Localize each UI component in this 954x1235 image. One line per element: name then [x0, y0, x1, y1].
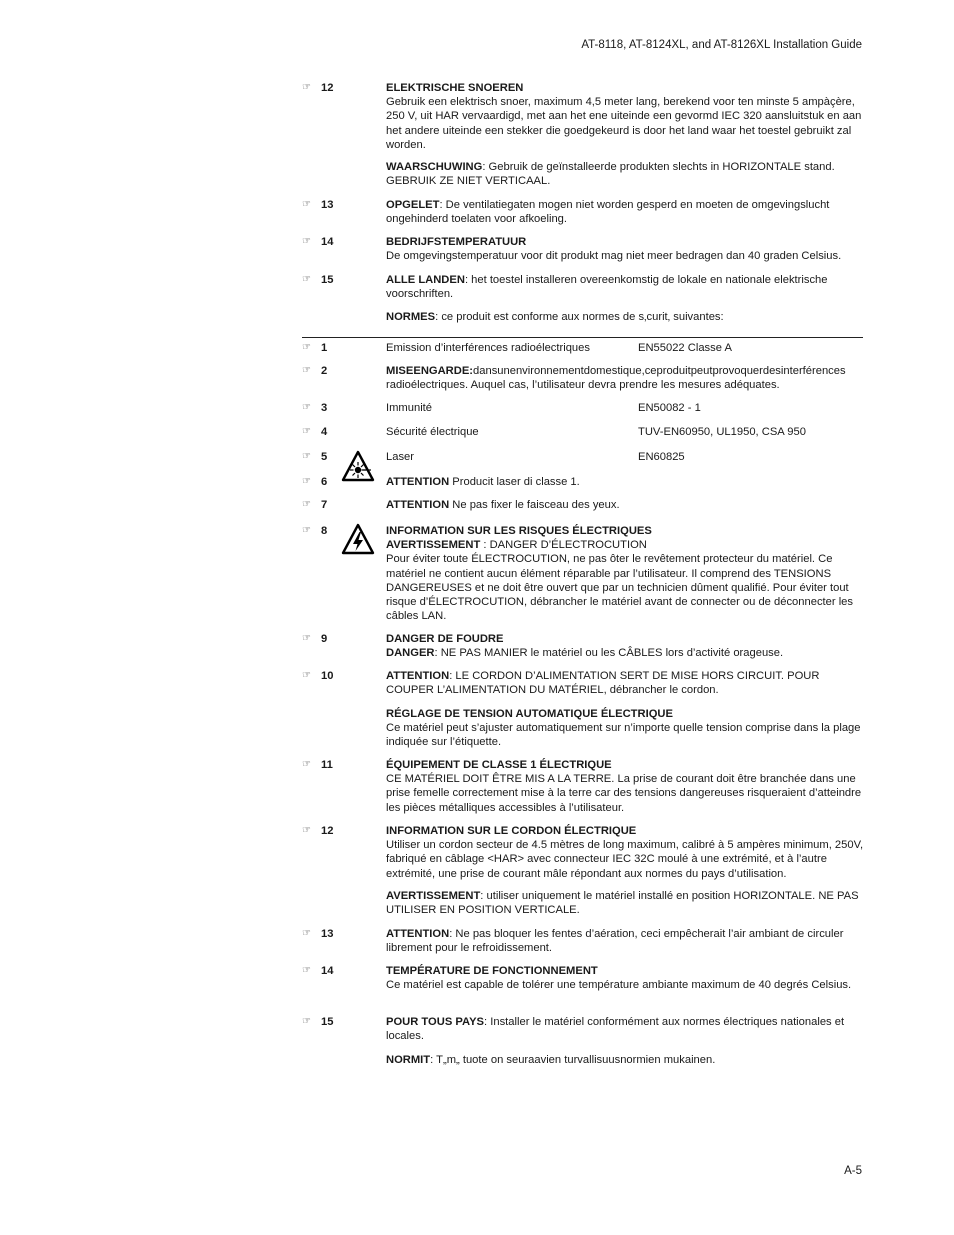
pointing-hand-icon: ☞ [302, 426, 311, 437]
pointing-hand-icon: ☞ [302, 274, 311, 285]
pointing-hand-icon: ☞ [302, 199, 311, 210]
pointing-hand-icon: ☞ [302, 499, 311, 510]
pointing-hand-icon: ☞ [302, 1016, 311, 1027]
warning-paragraph: AVERTISSEMENT: utiliser uniquement le matériel installé en position HORIZONTALE. NE PAS UTILISER EN POSITION VERTICALE. [386, 890, 859, 917]
pointing-hand-icon: ☞ [302, 365, 311, 376]
item-number: 14 [321, 965, 334, 977]
item-number: 14 [321, 236, 334, 248]
standard-value: EN50082 - 1 [638, 402, 701, 414]
item-title: INFORMATION SUR LE CORDON ÉLECTRIQUE [386, 825, 637, 837]
item-number: 12 [321, 82, 334, 94]
warning-paragraph: WAARSCHUWING: Gebruik de geïnstalleerde produkten slechts in HORIZONTALE stand. GEBRUIK ZE NIET VERTICAAL. [386, 161, 835, 188]
standard-label: Emission d’interférences radioélectriques [386, 342, 590, 354]
item-body: Gebruik een elektrisch snoer, maximum 4,5 meter lang, berekend voor ten minste 5 ampàçère, 250 V, uit HAR vervaardigd, met aan het ene uiteinde een gevormd IEC 320 aansluitstuk en aan het andere uiteinde een stekker die goedgekeurd is door het land waar het toestel gebruikt zal worden. [386, 96, 862, 151]
pointing-hand-icon: ☞ [302, 965, 311, 976]
pointing-hand-icon: ☞ [302, 928, 311, 939]
pointing-hand-icon: ☞ [302, 825, 311, 836]
item-body: Utiliser un cordon secteur de 4.5 mètres de long maximum, calibré à 5 ampères minimum, 250V, fabriqué en câblage <HAR> avec connecteur IEC 32C moulé à une extrémité, et à l’autre extrémité, une prise de courant mâle répondant aux normes du pays d’utilisation. [386, 839, 864, 880]
item-title: ELEKTRISCHE SNOEREN [386, 82, 524, 94]
item-number: 2 [321, 365, 328, 377]
standard-value: EN55022 Classe A [638, 342, 732, 354]
pointing-hand-icon: ☞ [302, 525, 311, 536]
item-number: 12 [321, 825, 334, 837]
page-header: AT-8118, AT-8124XL, and AT-8126XL Installation Guide [581, 39, 862, 51]
item-title: INFORMATION SUR LES RISQUES ÉLECTRIQUES [386, 525, 652, 537]
standard-label: Sécurité électrique [386, 426, 479, 438]
pointing-hand-icon: ☞ [302, 82, 311, 93]
normit-paragraph: NORMIT: T„m„ tuote on seuraavien turvallisuusnormien mukainen. [386, 1054, 716, 1066]
item-number: 15 [321, 1016, 334, 1028]
pointing-hand-icon: ☞ [302, 476, 311, 487]
item-number: 11 [321, 759, 333, 771]
voltage-paragraph: RÉGLAGE DE TENSION AUTOMATIQUE ÉLECTRIQUE Ce matériel peut s’ajuster automatiquement sur n’importe quelle tension comprise dans la plage indiquée sur l’étiquette. [386, 708, 861, 749]
laser-warning-icon [341, 450, 375, 482]
item-number: 7 [321, 499, 328, 511]
item-body: De omgevingstemperatuur voor dit produkt mag niet meer bedragen dan 40 graden Celsius. [386, 250, 842, 263]
item-body: Ce matériel est capable de tolérer une température ambiante maximum de 40 degrés Celsius. [386, 979, 852, 992]
pointing-hand-icon: ☞ [302, 402, 311, 413]
item-number: 4 [321, 426, 328, 438]
pointing-hand-icon: ☞ [302, 759, 311, 770]
item-title: TEMPÉRATURE DE FONCTIONNEMENT [386, 965, 598, 977]
standard-value: EN60825 [638, 451, 685, 463]
item-number: 5 [321, 451, 328, 463]
pointing-hand-icon: ☞ [302, 633, 311, 644]
item-number: 13 [321, 199, 334, 211]
item-body: radioélectriques. Auquel cas, l’utilisateur devra prendre les mesures adéquates. [386, 379, 780, 392]
item-title: ÉQUIPEMENT DE CLASSE 1 ÉLECTRIQUE [386, 759, 612, 771]
item-number: 10 [321, 670, 334, 682]
pointing-hand-icon: ☞ [302, 342, 311, 353]
pointing-hand-icon: ☞ [302, 451, 311, 462]
electrical-hazard-icon [341, 523, 375, 555]
item-body: Pour éviter toute ÉLECTROCUTION, ne pas ôter le revêtement protecteur du matériel. Ce matériel ne contient aucun élément réparable par l’utilisateur. Il comprend des TENSIONS DANGEREUSES et ne doit être ouvert que par un technicien dûment qualifié. Pour éviter tout risque d’ÉLECTROCUTION, débrancher le matériel avant de connecter ou de déconnecter les câbles LAN. [386, 553, 854, 623]
page-number: A-5 [844, 1165, 862, 1177]
standard-label: Immunité [386, 402, 433, 414]
item-number: 1 [321, 342, 328, 354]
item-title: DANGER DE FOUDRE [386, 633, 504, 645]
normes-paragraph: NORMES: ce produit est conforme aux normes de s‚curit‚ suivantes: [386, 311, 724, 323]
item-title: BEDRIJFSTEMPERATUUR [386, 236, 527, 248]
item-number: 8 [321, 525, 328, 537]
pointing-hand-icon: ☞ [302, 670, 311, 681]
item-number: 9 [321, 633, 328, 645]
item-number: 13 [321, 928, 334, 940]
item-number: 15 [321, 274, 334, 286]
section-divider [302, 337, 863, 338]
standard-label: Laser [386, 451, 414, 463]
standard-value: TUV-EN60950, UL1950, CSA 950 [638, 426, 806, 438]
item-number: 6 [321, 476, 328, 488]
pointing-hand-icon: ☞ [302, 236, 311, 247]
item-body: CE MATÉRIEL DOIT ÊTRE MIS A LA TERRE. La prise de courant doit être branchée dans une prise femelle correctement mise à la terre car des tensions dangereuses risqueraient d’atteindre les pièces métalliques accessibles à l’utilisateur. [386, 773, 862, 814]
item-number: 3 [321, 402, 328, 414]
